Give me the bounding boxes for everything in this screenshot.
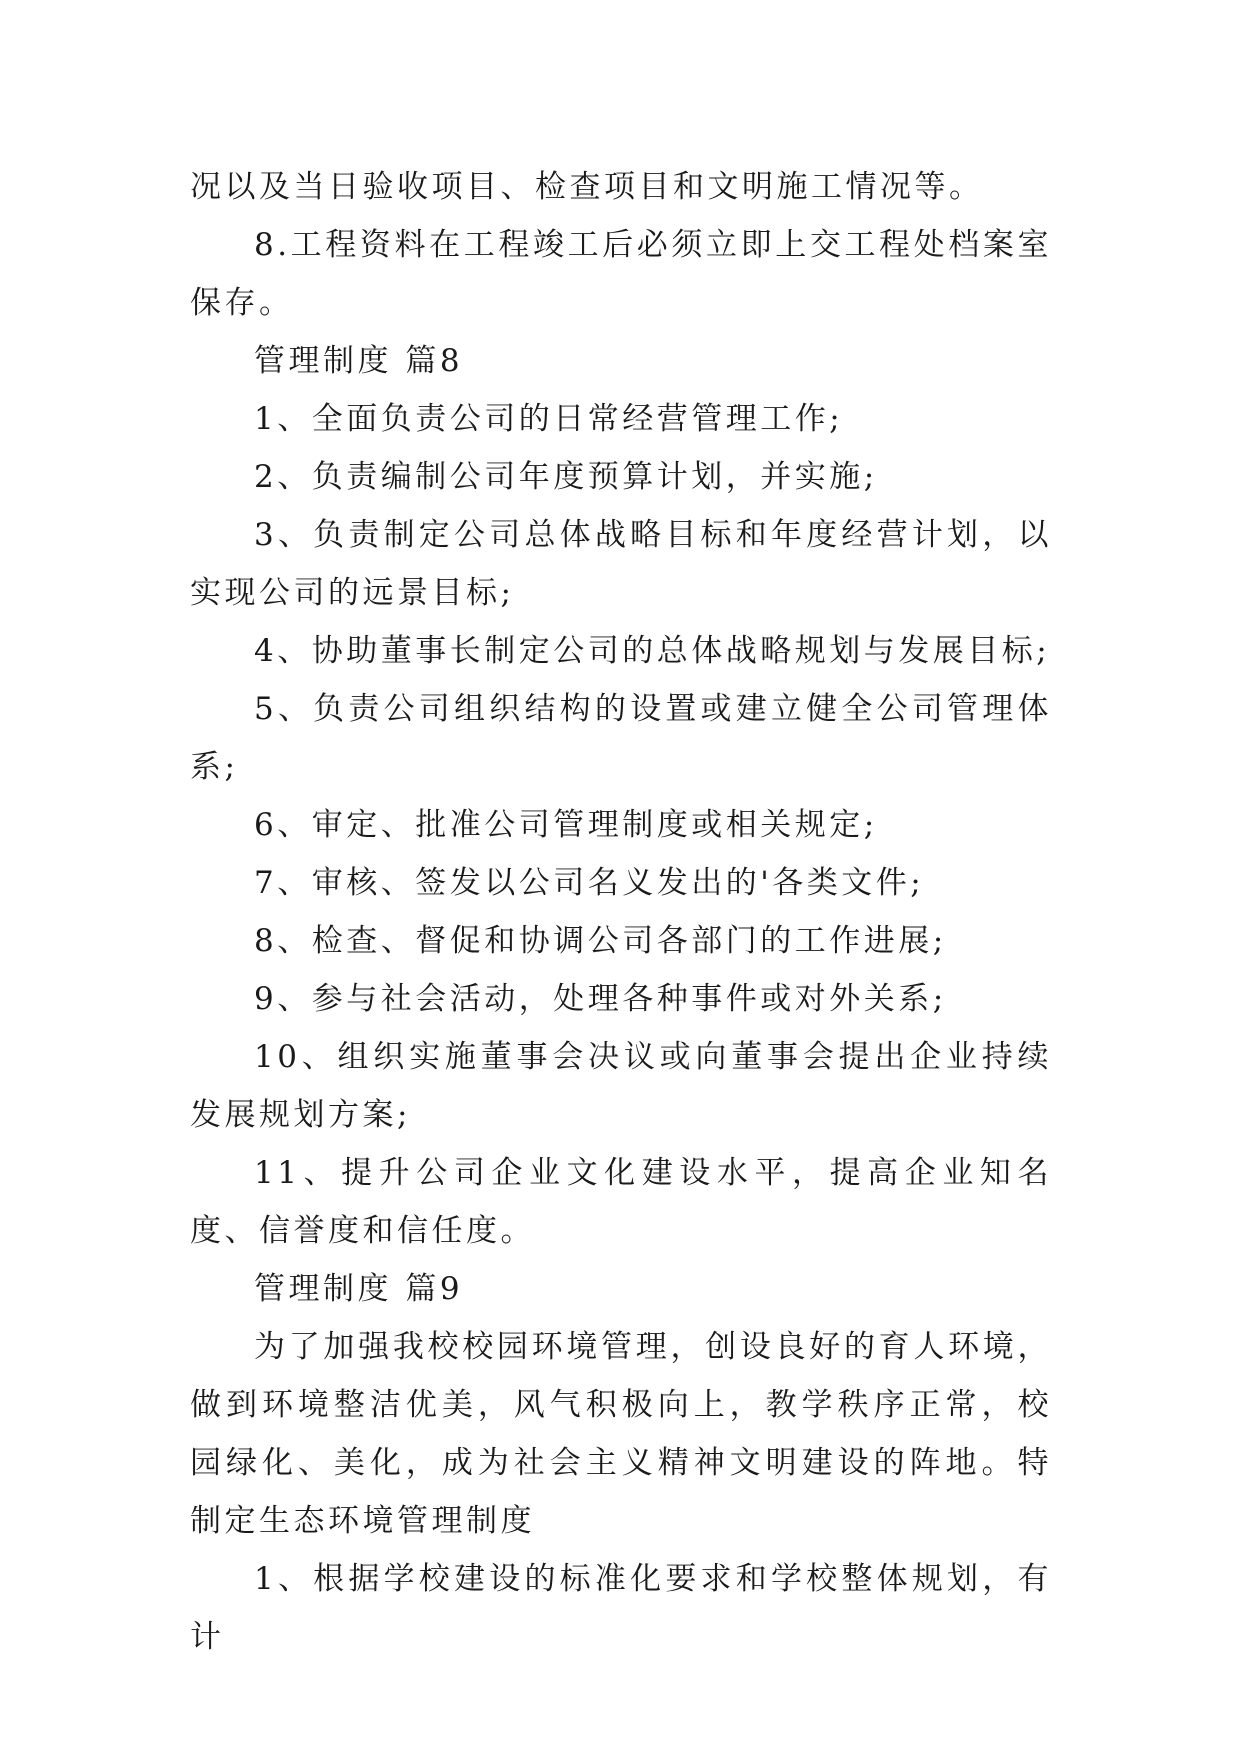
- list-item: 7、审核、签发以公司名义发出的'各类文件;: [254, 865, 925, 901]
- list-item: 1、全面负责公司的日常经营管理工作;: [254, 401, 844, 437]
- list-item: 6、审定、批准公司管理制度或相关规定;: [254, 807, 878, 843]
- section-heading-8: 管理制度 篇8: [254, 343, 464, 379]
- list-item: 2、负责编制公司年度预算计划，并实施;: [254, 459, 878, 495]
- paragraph-intro: 为了加强我校校园环境管理，创设良好的育人环境，做到环境整洁优美，风气积极向上，教学秩序正常，校园绿化、美化，成为社会主义精神文明建设的阵地。特制定生态环境管理制度: [190, 1329, 1052, 1539]
- list-item: 9、参与社会活动，处理各种事件或对外关系;: [254, 981, 947, 1017]
- section-heading-9: 管理制度 篇9: [254, 1271, 464, 1307]
- document-body: [190, 158, 1052, 1666]
- list-item: 11、提升公司企业文化建设水平，提高企业知名度、信誉度和信任度。: [190, 1155, 1052, 1249]
- list-item: 3、负责制定公司总体战略目标和年度经营计划，以实现公司的远景目标;: [190, 517, 1052, 611]
- list-item: 10、组织实施董事会决议或向董事会提出企业持续发展规划方案;: [190, 1039, 1052, 1133]
- paragraph-continuation: 况以及当日验收项目、检查项目和文明施工情况等。: [190, 169, 984, 205]
- list-item: 1、根据学校建设的标准化要求和学校整体规划，有计: [190, 1561, 1052, 1655]
- list-item: 5、负责公司组织结构的设置或建立健全公司管理体系;: [190, 691, 1052, 785]
- list-item: 8、检查、督促和协调公司各部门的工作进展;: [254, 923, 947, 959]
- paragraph-item-8-archive: 8.工程资料在工程竣工后必须立即上交工程处档案室保存。: [190, 227, 1052, 321]
- list-item: 4、协助董事长制定公司的总体战略规划与发展目标;: [254, 633, 1051, 669]
